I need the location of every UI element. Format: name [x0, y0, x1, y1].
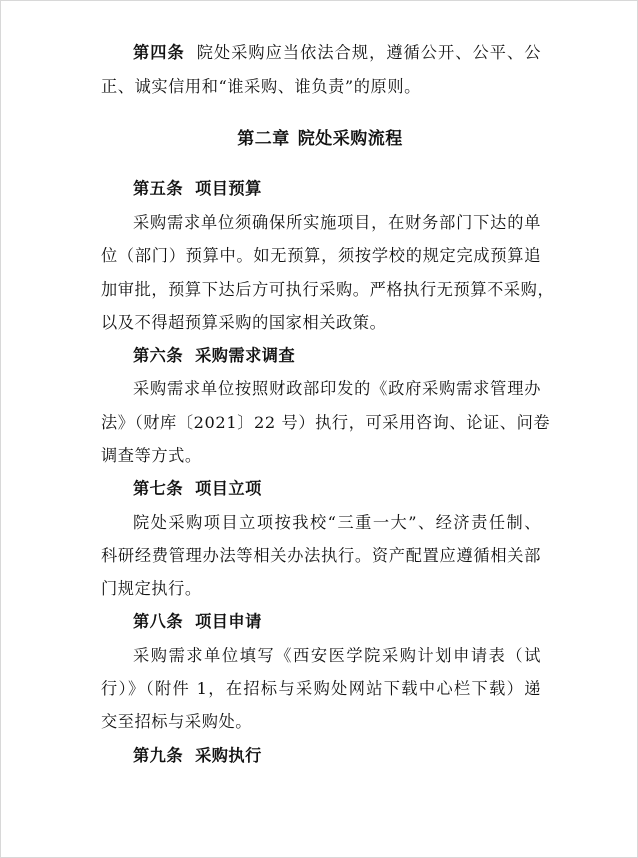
article-5-line: 以及不得超预算采购的国家相关政策。: [101, 313, 387, 332]
article-4-line-1: [133, 43, 541, 63]
article-7-line: 科研经费管理办法等相关办法执行。资产配置应遵循相关部: [101, 546, 541, 565]
article-5-label: 第五条: [133, 179, 184, 198]
article-8-line: 交至招标与采购处。: [101, 712, 253, 731]
article-8-label: 第八条: [133, 612, 184, 631]
article-7-line: 院处采购项目立项按我校“三重一大”、经济责任制、: [133, 513, 541, 532]
article-7-heading: [133, 479, 541, 499]
article-5-heading: [133, 179, 541, 199]
article-4-text: 院处采购应当依法合规，遵循公开、公平、公: [196, 43, 541, 62]
article-8-heading: [133, 612, 541, 632]
article-7-title: 项目立项: [195, 479, 262, 498]
article-8-title: 项目申请: [195, 612, 262, 631]
article-5-title: 项目预算: [195, 179, 262, 198]
article-6-line: 调查等方式。: [101, 446, 202, 465]
article-5-line: 采购需求单位须确保所实施项目，在财务部门下达的单: [133, 213, 541, 232]
article-6-line: 采购需求单位按照财政部印发的《政府采购需求管理办: [133, 379, 541, 398]
article-9-label: 第九条: [133, 746, 184, 765]
article-6-heading: [133, 346, 541, 366]
chapter-label: 第二章: [237, 129, 290, 149]
article-7-label: 第七条: [133, 479, 184, 498]
article-7-line: 门规定执行。: [101, 579, 202, 598]
article-6-title: 采购需求调查: [195, 346, 296, 365]
chapter-heading: [1, 128, 638, 150]
article-6-line: 法》（财库〔2021〕22 号）执行，可采用咨询、论证、问卷: [101, 413, 551, 432]
article-6-label: 第六条: [133, 346, 184, 365]
article-9-heading: [133, 746, 541, 766]
article-4-label: 第四条: [133, 43, 185, 62]
article-8-line: 行）》（附件 1，在招标与采购处网站下载中心栏下载）递: [101, 679, 541, 698]
article-9-title: 采购执行: [195, 746, 262, 765]
article-5-line: 加审批，预算下达后方可执行采购。严格执行无预算不采购，: [101, 280, 555, 299]
chapter-title: 院处采购流程: [297, 129, 403, 149]
article-5-line: 位（部门）预算中。如无预算，须按学校的规定完成预算追: [101, 246, 541, 265]
article-8-line: 采购需求单位填写《西安医学院采购计划申请表（试: [133, 646, 541, 665]
article-4-line-2: 正、诚实信用和“谁采购、谁负责”的原则。: [101, 77, 421, 96]
